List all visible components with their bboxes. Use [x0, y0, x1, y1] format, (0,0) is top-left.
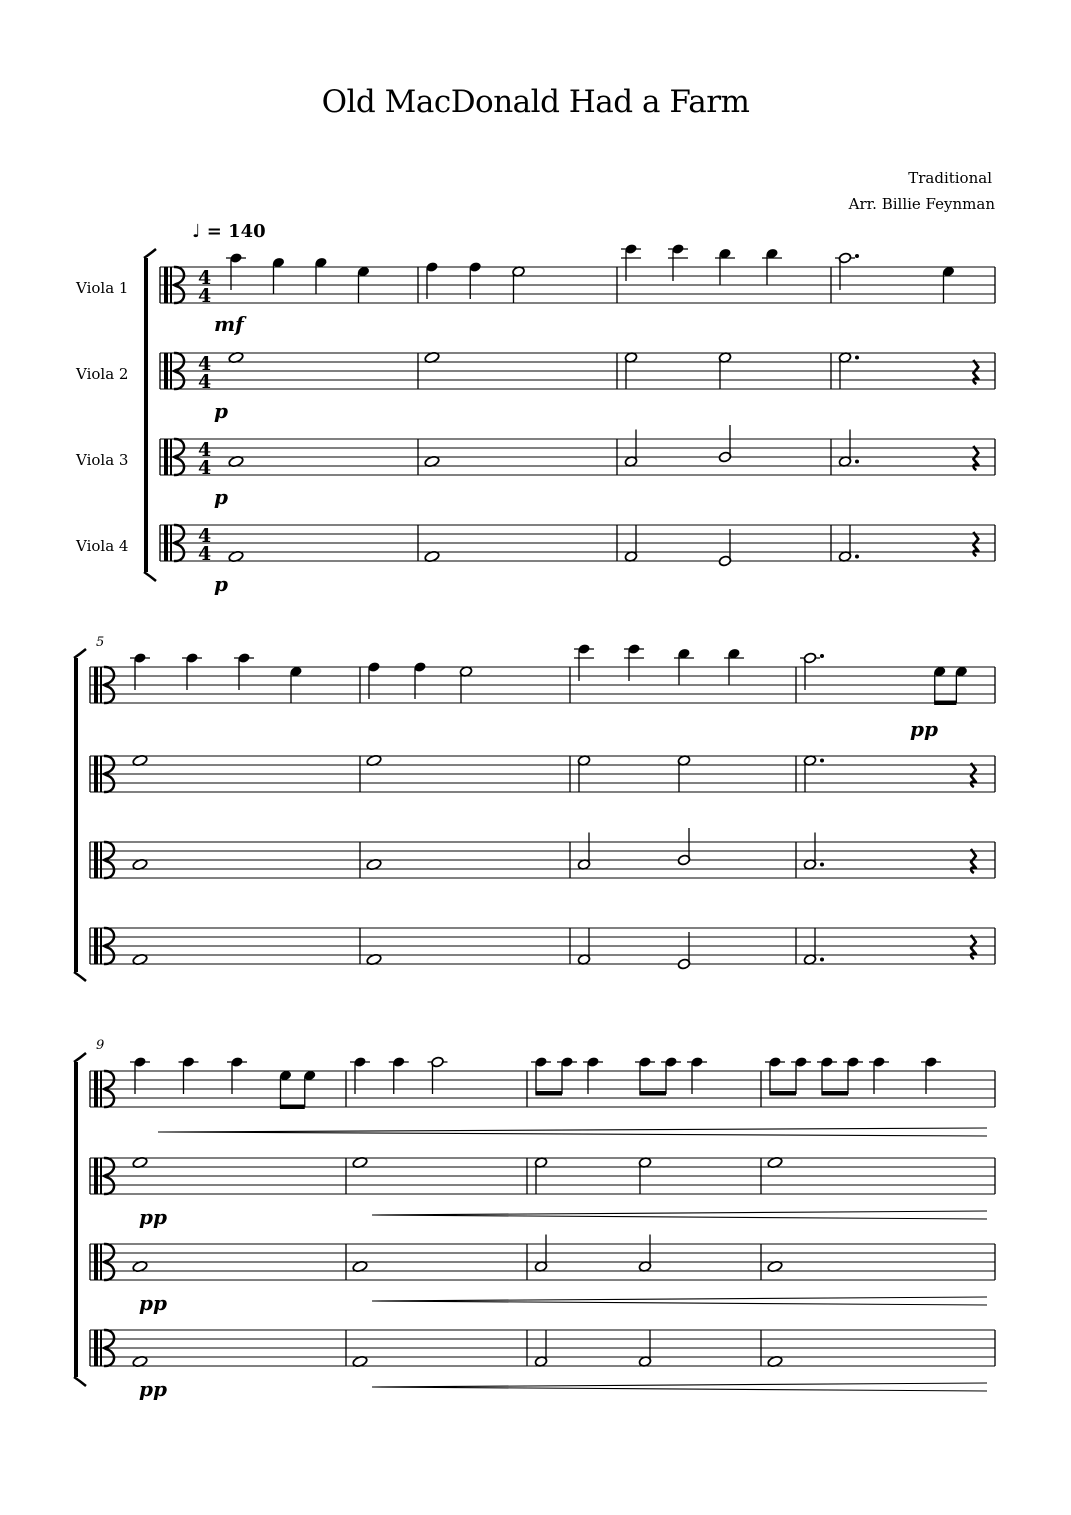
- bracket-hook: [74, 649, 86, 658]
- dot: [820, 654, 824, 658]
- alto-clef-icon: [94, 1244, 98, 1280]
- dynamic-pp: pp: [139, 1205, 167, 1229]
- alto-clef-icon: [94, 1158, 98, 1194]
- dynamic-p: p: [214, 485, 228, 509]
- bracket-hook: [74, 1377, 86, 1386]
- eighth-beam: [535, 1091, 562, 1096]
- time-signature-numerator: 4: [198, 439, 212, 461]
- instrument-name-viola-4: Viola 4: [76, 537, 129, 555]
- system-bracket: [74, 1062, 78, 1377]
- arranger-credit: Arr. Billie Feynman: [848, 195, 995, 213]
- eighth-beam: [639, 1091, 666, 1096]
- instrument-name-viola-3: Viola 3: [76, 451, 129, 469]
- time-signature-denominator: 4: [198, 543, 212, 565]
- eighth-beam: [280, 1105, 305, 1110]
- dot: [820, 958, 824, 962]
- dot: [820, 863, 824, 867]
- tempo-value: = 140: [206, 221, 266, 242]
- crescendo-hairpin: [158, 1132, 987, 1136]
- alto-clef-icon: [94, 928, 98, 964]
- system-bracket: [74, 658, 78, 972]
- eighth-beam: [769, 1091, 796, 1096]
- bracket-hook: [144, 249, 156, 258]
- dynamic-p: p: [214, 572, 228, 596]
- time-signature-numerator: 4: [198, 353, 212, 375]
- alto-clef-icon: [94, 1330, 98, 1366]
- alto-clef-icon: [164, 525, 168, 561]
- dynamic-pp: pp: [910, 717, 938, 741]
- composer-credit: Traditional: [908, 169, 992, 187]
- dot: [820, 759, 824, 763]
- alto-clef-icon: [94, 667, 98, 703]
- alto-clef-icon: [94, 1071, 98, 1107]
- dynamic-mf: mf: [214, 312, 244, 336]
- dot: [855, 254, 859, 258]
- bracket-hook: [74, 1053, 86, 1062]
- dot: [855, 460, 859, 464]
- bracket-hook: [74, 972, 86, 981]
- score-title: Old MacDonald Had a Farm: [321, 84, 750, 120]
- dynamic-pp: pp: [139, 1377, 167, 1401]
- time-signature-numerator: 4: [198, 267, 212, 289]
- crescendo-hairpin: [372, 1215, 987, 1219]
- alto-clef-icon: [164, 267, 168, 303]
- alto-clef-icon: [94, 756, 98, 792]
- measure-number-9: 9: [96, 1038, 105, 1053]
- alto-clef-icon: [94, 842, 98, 878]
- bracket-hook: [144, 572, 156, 581]
- alto-clef-icon: [164, 439, 168, 475]
- time-signature-denominator: 4: [198, 285, 212, 307]
- dot: [855, 356, 859, 360]
- instrument-name-viola-2: Viola 2: [76, 365, 129, 383]
- crescendo-hairpin: [372, 1301, 987, 1305]
- quarter-note-icon: ♩: [192, 221, 201, 242]
- alto-clef-icon: [164, 353, 168, 389]
- time-signature-denominator: 4: [198, 457, 212, 479]
- crescendo-hairpin: [372, 1383, 987, 1387]
- dot: [855, 555, 859, 559]
- measure-number-5: 5: [96, 635, 105, 650]
- crescendo-hairpin: [372, 1211, 987, 1215]
- dynamic-pp: pp: [139, 1291, 167, 1315]
- time-signature-denominator: 4: [198, 371, 212, 393]
- time-signature-numerator: 4: [198, 525, 212, 547]
- eighth-beam: [821, 1091, 848, 1096]
- crescendo-hairpin: [372, 1297, 987, 1301]
- dynamic-p: p: [214, 399, 228, 423]
- crescendo-hairpin: [158, 1128, 987, 1132]
- system-bracket: [144, 258, 148, 572]
- instrument-name-viola-1: Viola 1: [76, 279, 129, 297]
- crescendo-hairpin: [372, 1387, 987, 1391]
- eighth-beam: [934, 701, 956, 706]
